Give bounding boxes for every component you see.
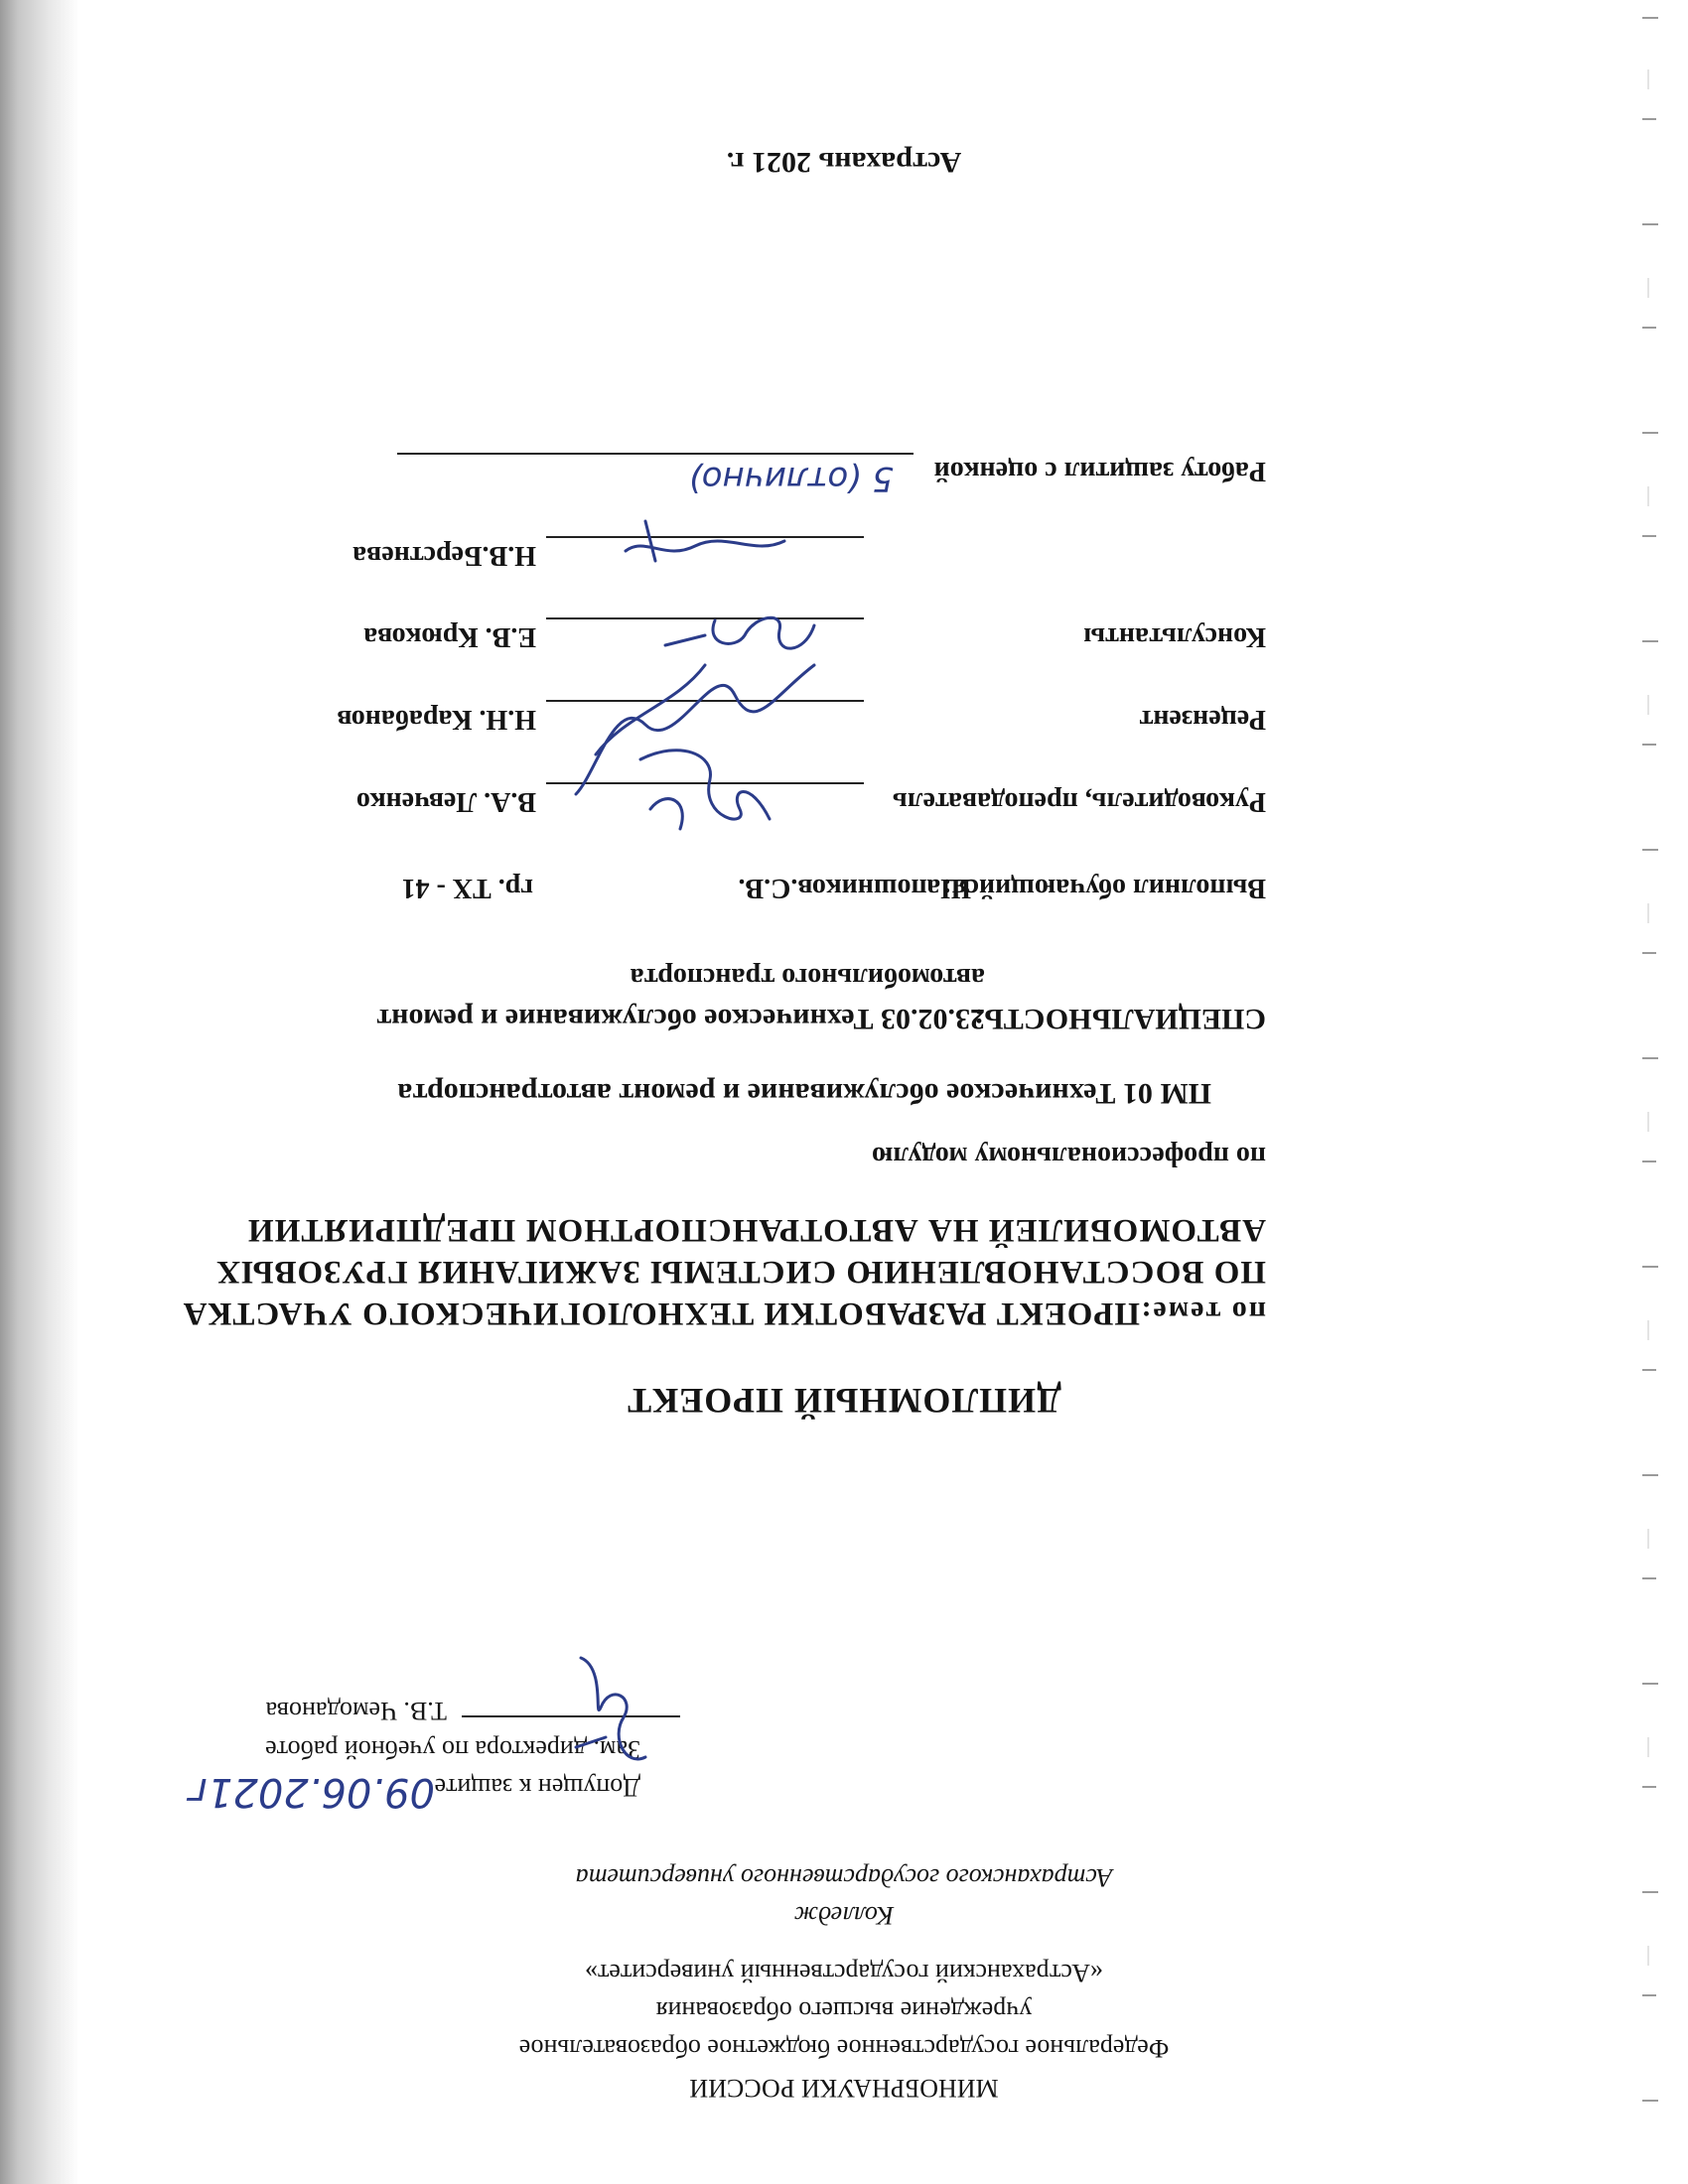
grade-line [397, 453, 914, 455]
topic-line-1: ПРОЕКТ РАЗРАБОТКИ ТЕХНОЛОГИЧЕСКОГО УЧАСТКА [182, 1296, 1140, 1331]
supervisor-label: Руководитель, преподаватель [892, 786, 1266, 817]
consultant-2-name: Н.В.Берстнева [352, 540, 536, 571]
supervisor-name: В.А. Левченко [355, 786, 536, 817]
topic-label: по теме: [1139, 1296, 1266, 1328]
approver-position: Зам. директора по учебной работе [265, 1735, 640, 1764]
student-label: Выполнил обучающийся: [942, 873, 1266, 903]
college-line-2: Астраханского государственного университета [575, 1863, 1113, 1892]
reviewer-label: Рецензент [1139, 704, 1266, 735]
consultant-1-signature [645, 596, 834, 675]
topic-line-2: ПО ВОССТАНОВЛЕНИЮ СИСТЕМЫ ЗАЖИГАНИЯ ГРУЗОВЫХ [215, 1254, 1266, 1290]
admitted-date-handwritten: 09.06.2021г [186, 1769, 435, 1815]
student-group: гр. ТХ - 41 [401, 873, 533, 903]
approver-name: Т.В. Чемоданова [265, 1697, 447, 1725]
topic-line-3: АВТОМОБИЛЕЙ НА АВТОТРАНСПОРТНОМ ПРЕДПРИЯТИИ [246, 1212, 1266, 1248]
consultant-1-name: Е.В. Крюкова [363, 621, 536, 652]
admitted-label: Допущен к защите [434, 1773, 640, 1802]
student-name: Шапошников.С.В. [738, 873, 971, 903]
approver-signature [556, 1648, 665, 1777]
ministry-heading: МИНОБРНАУКИ РОССИИ [689, 2074, 999, 2103]
grade-label: Работу защитил с оценкой [933, 456, 1266, 486]
consultant-2-signature [606, 511, 804, 581]
specialty-line-2: автомобильного транспорта [630, 962, 985, 993]
reviewer-name: Н.Н. Карабанов [337, 704, 536, 735]
document-title: ДИПЛОМНЫЙ ПРОЕКТ [627, 1381, 1061, 1421]
city-year: Астрахань 2021 г. [726, 146, 962, 179]
college-line-1: Колледж [793, 1901, 895, 1930]
module-name: ПМ 01 Техническое обслуживание и ремонт автотранспорта [397, 1077, 1211, 1110]
institution-line-2: учреждение высшего образования [655, 1996, 1033, 2025]
specialty-line-1: 23.02.03 Техническое обслуживание и ремонт [376, 1003, 985, 1035]
specialty-label: СПЕЦИАЛЬНОСТЬ: [973, 1003, 1266, 1035]
institution-line-1: Федеральное государственное бюджетное образовательное [518, 2034, 1170, 2063]
module-label: по профессиональному модулю [871, 1141, 1266, 1171]
grade-value-handwritten: 5 (отлично) [688, 459, 894, 498]
institution-line-3: «Астраханский государственный университет» [585, 1959, 1103, 1987]
consultants-label: Консультанты [1083, 621, 1266, 652]
